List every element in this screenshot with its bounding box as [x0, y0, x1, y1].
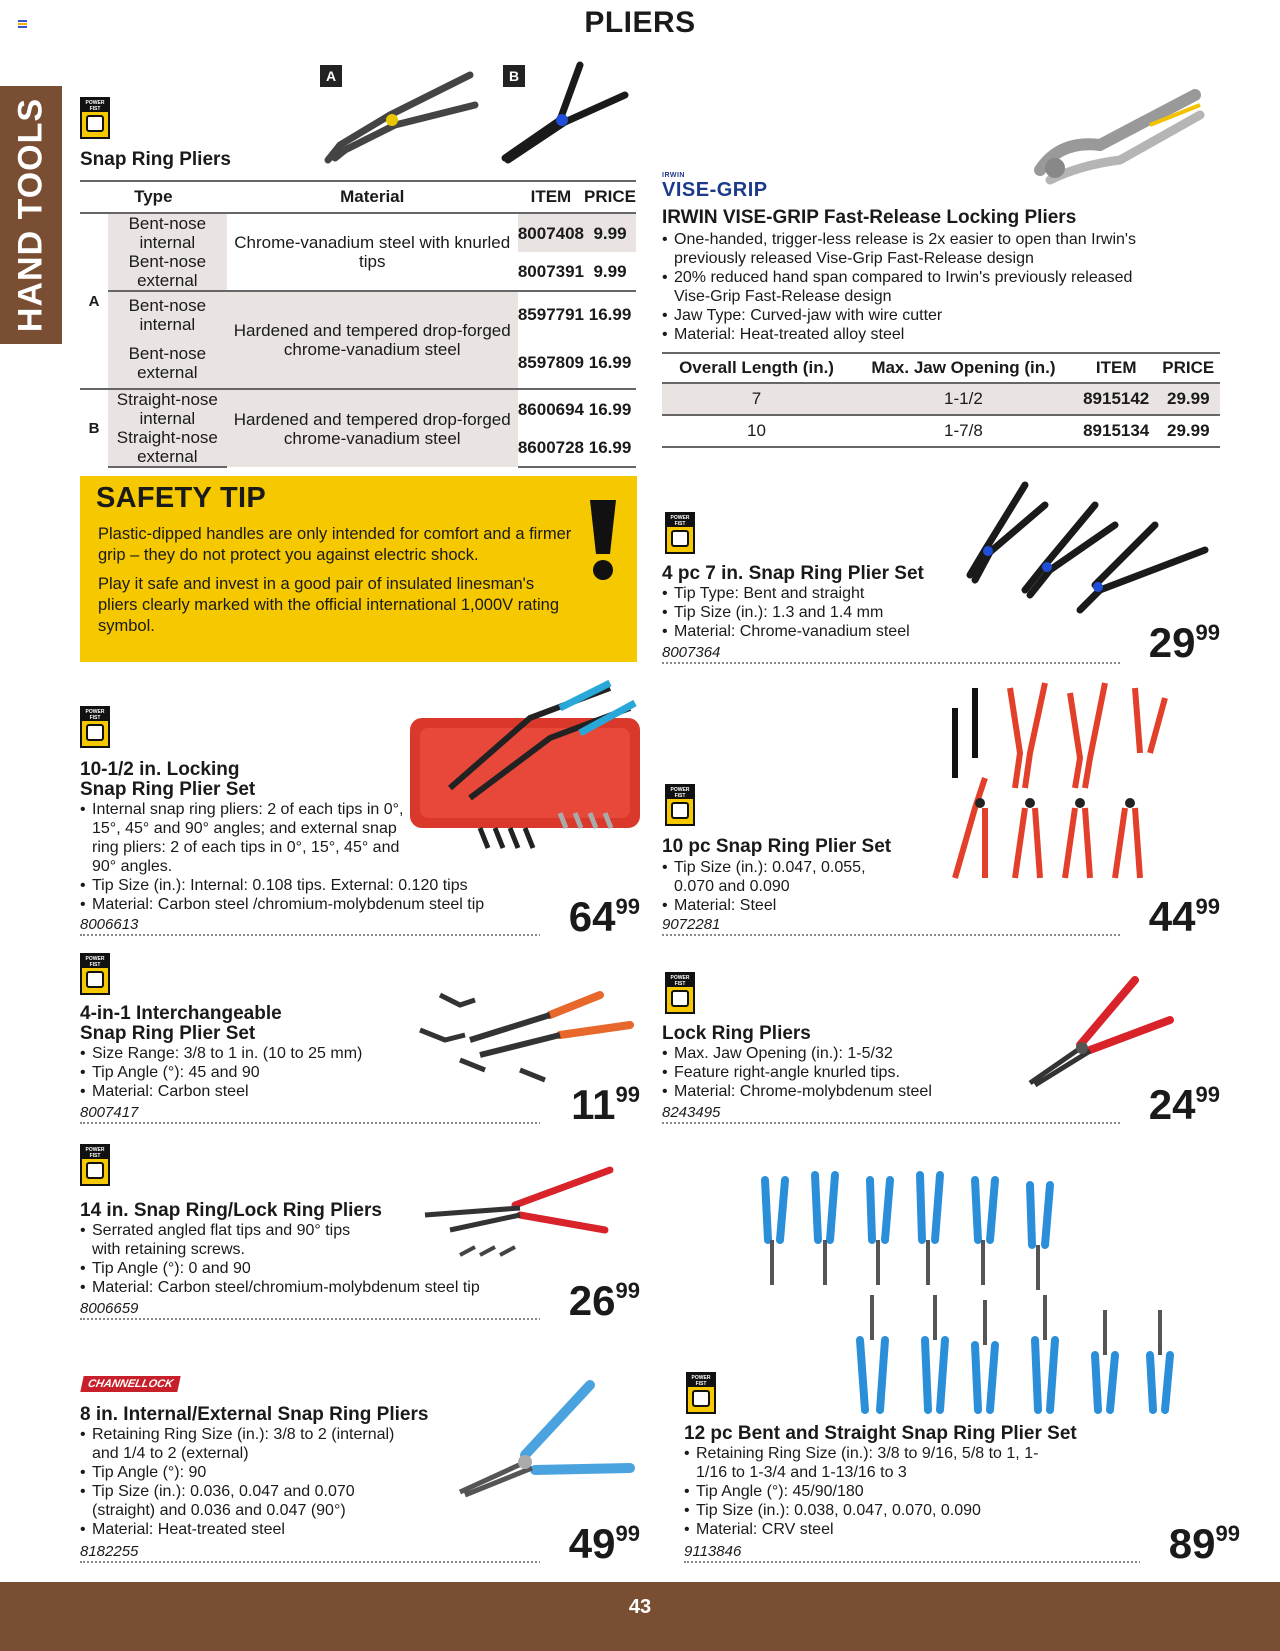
fist-icon [86, 724, 104, 741]
sku-number: 8007364 [662, 644, 724, 661]
group-label-a: A [88, 292, 100, 310]
item-cell: 8600694 [518, 389, 584, 428]
item-cell: 8007408 [518, 213, 584, 252]
header-price: PRICE [584, 181, 636, 213]
fist-icon [671, 990, 689, 1007]
price-tag: $24^{99}$ [1120, 1084, 1220, 1126]
price-tag: $89^{99}$ [1140, 1523, 1240, 1565]
sku-number: 8006613 [80, 916, 142, 933]
item-cell: 8007391 [517, 261, 585, 281]
eight-inch-pliers-image [450, 1380, 640, 1500]
price-tag: $11^{99}$ [540, 1084, 640, 1126]
type-cell: Bent-nose internal [108, 291, 227, 337]
table-row [80, 213, 636, 252]
price-tag: $44^{99}$ [1120, 896, 1220, 938]
bullet-item: • Tip Size (in.): 0.036, 0.047 and 0.070 (straight) and 0.036 and 0.047 (90°) [80, 1482, 420, 1520]
fist-icon [86, 1162, 104, 1179]
bullet-item: • Size Range: 3/8 to 1 in. (10 to 25 mm) [80, 1044, 440, 1063]
power-fist-logo: POWER FIST [80, 97, 110, 139]
price-cell: 16.99 [584, 428, 636, 467]
snap-ring-table [80, 180, 636, 468]
sku-line [684, 1541, 1164, 1563]
sku-line [80, 1102, 580, 1124]
bullet-item: • Retaining Ring Size (in.): 3/8 to 2 (internal) and 1/4 to 2 (external) [80, 1425, 420, 1463]
material-cell: Hardened and tempered drop-forged chrome-vanadium steel [227, 291, 518, 389]
twelve-pc-plier-set-image [750, 1170, 1200, 1420]
bullet-item: • Retaining Ring Size (in.): 3/8 to 9/16, 5/8 to 1, 1-1/16 to 1-3/4 and 1-13/16 to 3 [684, 1444, 1054, 1482]
price-cell: 29.99 [1157, 415, 1220, 447]
bullet-item: • Tip Size (in.): 0.047, 0.055, 0.070 and 0.090 [662, 858, 892, 896]
bullet-item: • Material: Chrome-vanadium steel [662, 622, 1082, 641]
length-cell: 7 [662, 383, 851, 415]
fist-icon [671, 530, 689, 547]
bullet-item: • Material: Steel [662, 896, 892, 915]
product-title: 12 pc Bent and Straight Snap Ring Plier Set [684, 1423, 1077, 1444]
bullet-item: • Tip Size (in.): Internal: 0.108 tips. External: 0.120 tips [80, 876, 540, 895]
type-cell: Bent-nose internal [108, 213, 227, 252]
table-row [80, 389, 636, 428]
straight-nose-pliers-image [500, 60, 630, 165]
power-fist-logo: POWER FIST [80, 1144, 110, 1186]
bullet-item: • Tip Angle (°): 90 [80, 1463, 420, 1482]
bullet-item: • Material: Carbon steel [80, 1082, 440, 1101]
price-cell: 29.99 [1157, 383, 1220, 415]
bullet-item: • Tip Angle (°): 0 and 90 [80, 1259, 550, 1278]
type-cell: Bent-nose external [108, 337, 227, 389]
safety-tip-title: SAFETY TIP [96, 482, 267, 514]
bullet-item: • Tip Angle (°): 45 and 90 [80, 1063, 440, 1082]
bullet-item: • Tip Angle (°): 45/90/180 [684, 1482, 1054, 1501]
price-tag: $29^{99}$ [1120, 622, 1220, 664]
sku-line [80, 1298, 580, 1320]
sku-line [80, 1541, 580, 1563]
header-length: Overall Length (in.) [662, 353, 851, 383]
price-tag: $26^{99}$ [540, 1280, 640, 1322]
header-item: ITEM [1076, 353, 1157, 383]
bent-nose-pliers-image [320, 60, 480, 170]
table-row [662, 415, 1220, 447]
jaw-cell: 1-1/2 [851, 383, 1076, 415]
table-row [662, 383, 1220, 415]
vise-grip-table [662, 352, 1220, 448]
image-tag-b: B [503, 65, 525, 87]
length-cell: 10 [662, 415, 851, 447]
vise-grip-title: IRWIN VISE-GRIP Fast-Release Locking Pliers [662, 207, 1077, 228]
bullet-item: • Material: Carbon steel /chromium-molybdenum steel tip [80, 895, 540, 914]
product-title: 10-1/2 in. Locking [80, 759, 240, 780]
bullet-item: • Max. Jaw Opening (in.): 1-5/32 [662, 1044, 1062, 1063]
power-fist-logo: POWER FIST [665, 784, 695, 826]
header-item: ITEM [518, 181, 584, 213]
vise-grip-pliers-image [1030, 70, 1210, 190]
sku-line [662, 642, 1152, 664]
sku-number: 9113846 [684, 1543, 745, 1560]
header-jaw: Max. Jaw Opening (in.) [851, 353, 1076, 383]
bullet-item: • Jaw Type: Curved-jaw with wire cutter [662, 306, 1142, 325]
bullet-item: • Material: Heat-treated steel [80, 1520, 420, 1539]
product-title: 4 pc 7 in. Snap Ring Plier Set [662, 563, 924, 584]
price-cell: 16.99 [584, 291, 636, 337]
side-tab [0, 86, 62, 344]
sku-line [662, 1102, 1152, 1124]
price-cell: 16.99 [588, 353, 632, 372]
power-fist-logo: POWER FIST [665, 972, 695, 1014]
page-footer [0, 1582, 1280, 1651]
product-title: Snap Ring Plier Set [80, 1023, 256, 1044]
bullet-item: • Material: CRV steel [684, 1520, 1054, 1539]
item-cell: 8915134 [1076, 415, 1157, 447]
power-fist-logo: POWER FIST [686, 1372, 716, 1414]
sku-line [80, 914, 580, 936]
sku-number: 9072281 [662, 916, 724, 933]
price-cell: 9.99 [593, 261, 627, 281]
price-tag: $49^{99}$ [540, 1523, 640, 1565]
jaw-cell: 1-7/8 [851, 415, 1076, 447]
product-bullets [80, 800, 540, 914]
bullet-item: • Material: Heat-treated alloy steel [662, 325, 1142, 344]
bullet-item: • Tip Type: Bent and straight [662, 584, 1082, 603]
header-type: Type [80, 181, 227, 213]
bullet-item: • Material: Chrome-molybdenum steel [662, 1082, 1062, 1101]
product-bullets [662, 1044, 1062, 1101]
header-material: Material [227, 181, 518, 213]
item-cell: 8915142 [1076, 383, 1157, 415]
safety-tip-paragraph-1: Plastic-dipped handles are only intended for comfort and a firmer grip – they do not protect you against electric shock. [98, 525, 572, 564]
image-tag-a: A [320, 65, 342, 87]
product-bullets [662, 584, 1082, 641]
product-title: 10 pc Snap Ring Plier Set [662, 836, 892, 857]
vise-grip-logo: IRWIN VISE-GRIP [662, 172, 768, 201]
ten-pc-plier-set-image [935, 678, 1175, 888]
price-cell: 9.99 [584, 213, 636, 252]
fist-icon [671, 802, 689, 819]
power-fist-logo: POWER FIST [80, 953, 110, 995]
page-title: PLIERS [584, 6, 696, 39]
price-tag: $64^{99}$ [540, 896, 640, 938]
bullet-item: • Internal snap ring pliers: 2 of each tips in 0°, 15°, 45° and 90° angles; and external snap ring pliers: 2 of each tips in 0°, 15°, 45° and 90° angles. [80, 800, 410, 876]
bullet-item: • 20% reduced hand span compared to Irwin's previously released Vise-Grip Fast-Release design [662, 268, 1142, 306]
exclamation-icon [586, 496, 620, 582]
sku-line [662, 914, 1152, 936]
product-title: 8 in. Internal/External Snap Ring Pliers [80, 1404, 429, 1425]
price-cell: 16.99 [584, 389, 636, 428]
side-tab-label: HAND TOOLS [11, 97, 50, 333]
safety-tip-paragraph-2: Play it safe and invest in a good pair of insulated linesman's pliers clearly marked with the official international 1,000V rating symbol. [98, 575, 560, 635]
sku-number: 8182255 [80, 1543, 142, 1560]
sku-number: 8007417 [80, 1104, 142, 1121]
material-cell: Hardened and tempered drop-forged chrome-vanadium steel [227, 389, 518, 467]
product-bullets [684, 1444, 1054, 1539]
power-fist-logo: POWER FIST [80, 706, 110, 748]
table-row [80, 291, 636, 337]
type-cell: Straight-nose internal [108, 389, 227, 428]
product-title: 14 in. Snap Ring/Lock Ring Pliers [80, 1200, 382, 1221]
fist-icon [86, 971, 104, 988]
product-bullets [662, 858, 892, 915]
bullet-item: • Material: Carbon steel/chromium-molybdenum steel tip [80, 1278, 550, 1297]
bullet-item: • Tip Size (in.): 1.3 and 1.4 mm [662, 603, 1082, 622]
channellock-logo: CHANNELLOCK [80, 1376, 180, 1392]
type-cell: Straight-nose external [108, 428, 227, 467]
product-title: 4-in-1 Interchangeable [80, 1003, 282, 1024]
vise-grip-bullets [662, 230, 1142, 344]
product-title: Lock Ring Pliers [662, 1023, 811, 1044]
item-cell: 8600728 [518, 428, 584, 467]
power-fist-logo: POWER FIST [665, 512, 695, 554]
bullet-item: • Feature right-angle knurled tips. [662, 1063, 1062, 1082]
type-cell: Bent-nose external [108, 252, 227, 291]
product-bullets [80, 1221, 550, 1297]
fist-icon [692, 1390, 710, 1407]
bullet-item: • One-handed, trigger-less release is 2x easier to open than Irwin's previously released Vise-Grip Fast-Release design [662, 230, 1142, 268]
bullet-item: • Serrated angled flat tips and 90° tips with retaining screws. [80, 1221, 380, 1259]
item-cell: 8597809 [517, 353, 585, 372]
safety-tip-box [80, 476, 637, 662]
product-title: Snap Ring Plier Set [80, 779, 256, 800]
fist-icon [86, 115, 104, 132]
sku-number: 8006659 [80, 1300, 142, 1317]
sku-number: 8243495 [662, 1104, 724, 1121]
product-bullets [80, 1044, 440, 1101]
group-label-b: B [80, 389, 108, 467]
header-price: PRICE [1157, 353, 1220, 383]
material-cell: Chrome-vanadium steel with knurled tips [234, 233, 511, 271]
item-cell: 8597791 [518, 291, 584, 337]
product-bullets [80, 1425, 420, 1539]
bullet-item: • Tip Size (in.): 0.038, 0.047, 0.070, 0.090 [684, 1501, 1054, 1520]
snap-ring-title: Snap Ring Pliers [80, 149, 231, 170]
page-number: 43 [628, 1596, 652, 1618]
